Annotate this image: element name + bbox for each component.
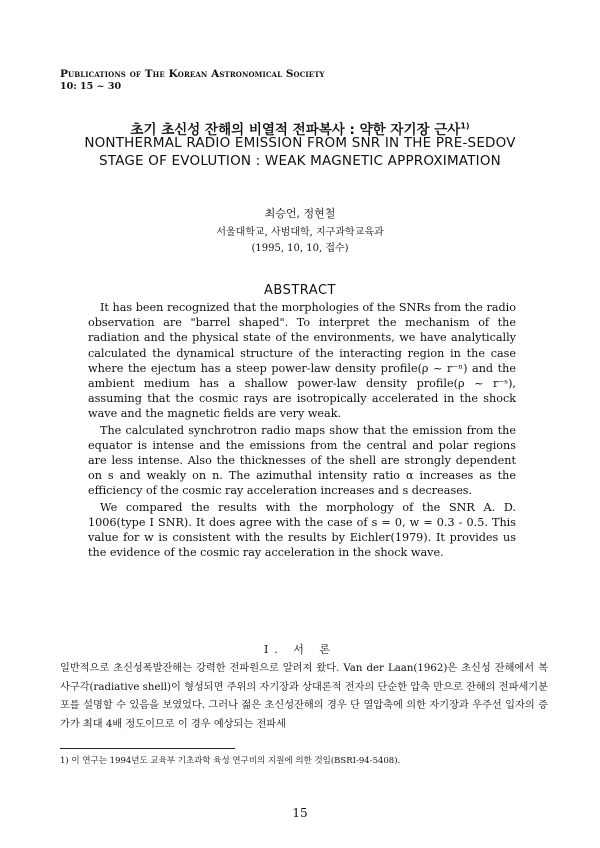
affiliation: 서울대학교, 사범대학, 지구과학교육과: [216, 227, 384, 238]
authors: 최승언, 정현철: [264, 207, 336, 220]
introduction-paragraph: 일반적으로 초신성폭발잔해는 강력한 전파원으로 알려져 왔다. Van der Laan(1962)은 초신성 잔해에서 복사구각(radiative shell)이 형성되면 주위의 자기장과 상대론적 전자의 단순한 압축 만으로 잔해의 전파세기분포를 설명할 수 있음을 보였었다. 그러나 젊은 초신성잔해의 경우 단 열압축에 의한 자기장과 우주선 입자의 증가가 최대 4배 정도이므로 이 경우 예상되는 전파세: [60, 663, 548, 730]
korean-title-text: 초기 초신성 잔해의 비열적 전파복사 : 약한 자기장 근사: [130, 122, 461, 138]
footnote-divider: [60, 748, 235, 749]
section-heading: I. 서 론: [263, 643, 337, 656]
volume-pages: 10: 15 ~ 30: [60, 81, 122, 92]
journal-name: Publications of The Korean Astronomical Society: [60, 68, 325, 80]
abstract-paragraph: The calculated synchrotron radio maps show that the emission from the equator is intense and the emissions from the central and polar regions are less intense. Also the thicknesses of the shell are strongly dependent on s and weakly on n. The azimuthal intensity ratio α increases as the efficiency of the cosmic ray acceleration increases and s decreases.: [88, 423, 516, 498]
abstract-paragraph: We compared the results with the morphology of the SNR A. D. 1006(type I SNR). It does agree with the case of s = 0, w = 0.3 - 0.5. This value for w is consistent with the results by Eichler(1979). It provides us the evidence of the cosmic ray acceleration in the shock wave.: [88, 500, 516, 560]
introduction-text: [60, 660, 548, 734]
english-title-line-2: STAGE OF EVOLUTION : WEAK MAGNETIC APPROXIMATION: [99, 153, 501, 169]
english-title: [0, 134, 600, 170]
english-title-line-1: NONTHERMAL RADIO EMISSION FROM SNR IN THE PRE-SEDOV: [84, 135, 516, 151]
abstract-body: [88, 300, 516, 561]
abstract-paragraph: It has been recognized that the morphologies of the SNRs from the radio observation are "barrel shaped". To interpret the mechanism of the radiation and the physical state of the environments, we have analytically calculated the dynamical structure of the interacting region in the case where the ejectum has a steep power-law density profile(ρ ~ r⁻ⁿ) and the ambient medium has a shallow power-law density profile(ρ ~ r⁻ˢ), assuming that the cosmic rays are isotropically accelerated in the shock wave and the magnetic fields are very weak.: [88, 301, 516, 421]
title-footnote-marker: 1): [460, 121, 470, 131]
abstract-heading: ABSTRACT: [264, 283, 336, 298]
footnote: 1) 이 연구는 1994년도 교육부 기초과학 육성 연구비의 지원에 의한 것임(BSRI-94-5408).: [60, 756, 401, 766]
received-date: (1995, 10, 10, 접수): [251, 243, 349, 254]
page-number: 15: [292, 806, 308, 820]
